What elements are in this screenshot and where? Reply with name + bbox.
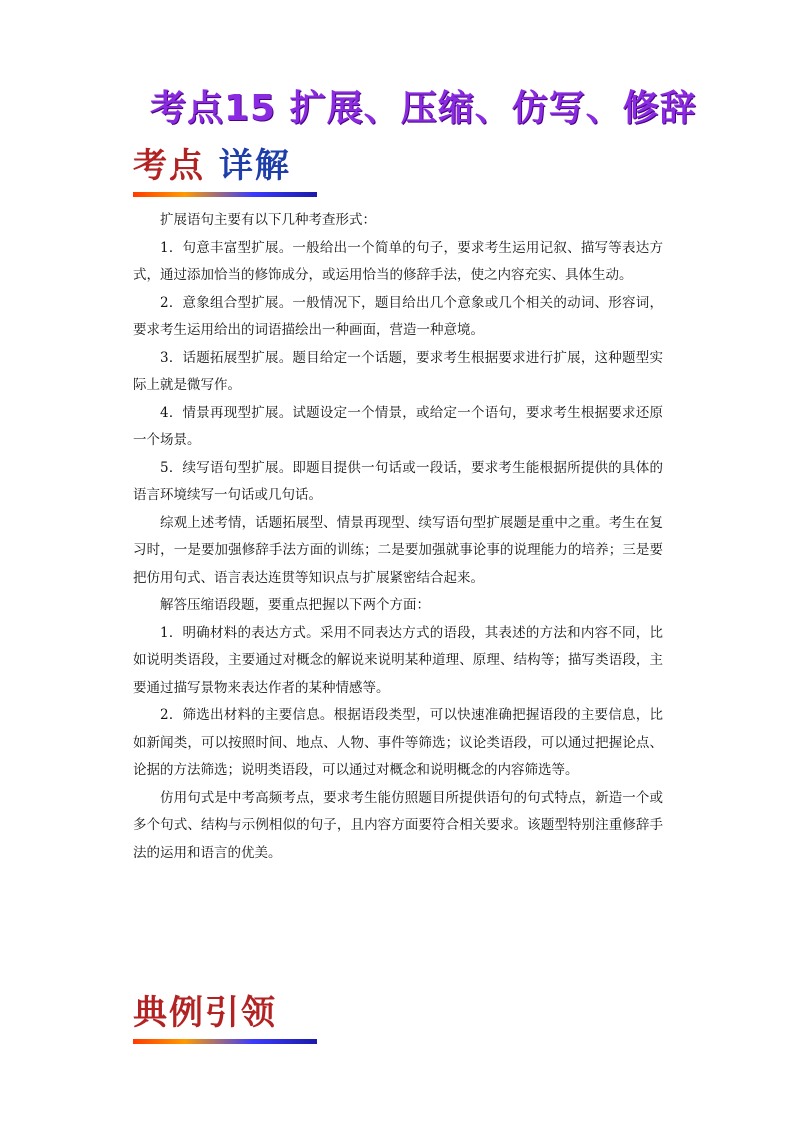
heading-gradient-bar <box>133 192 317 197</box>
section-heading-text <box>133 146 317 186</box>
heading-part2: 引领 <box>205 993 277 1033</box>
section-heading-dianli-yinling <box>133 993 317 1044</box>
page-title: 考点15 扩展、压缩、仿写、修辞 <box>150 88 697 129</box>
heading-part1: 考点 <box>133 146 205 186</box>
paragraph: 仿用句式是中考高频考点，要求考生能仿照题目所提供语句的句式特点，新造一个或多个句式、结构与示例相似的句子，且内容方面要符合相关要求。该题型特别注重修辞手法的运用和语言的优美。 <box>133 789 663 861</box>
paragraph: 2．意象组合型扩展。一般情况下，题目给出几个意象或几个相关的动词、形容词，要求考生运用给出的词语描绘出一种画面，营造一种意境。 <box>133 294 663 338</box>
heading-part1: 典例 <box>133 993 205 1033</box>
paragraph: 3．话题拓展型扩展。题目给定一个话题，要求考生根据要求进行扩展，这种题型实际上就是微写作。 <box>133 349 663 393</box>
paragraph: 2．筛选出材料的主要信息。根据语段类型，可以快速准确把握语段的主要信息，比如新闻类，可以按照时间、地点、人物、事件等筛选；议论类语段，可以通过把握论点、论据的方法筛选；说明类语段，可以通过对概念和说明概念的内容筛选等。 <box>133 707 663 778</box>
body-text <box>133 207 663 867</box>
heading-part2: 详解 <box>218 146 291 186</box>
paragraph: 综观上述考情，话题拓展型、情景再现型、续写语句型扩展题是重中之重。考生在复习时，一是要加强修辞手法方面的训练；二是要加强就事论事的说理能力的培养；三是要把仿用句式、语言表达连贯等知识点与扩展紧密结合起来。 <box>133 514 663 586</box>
paragraph: 解答压缩语段题，要重点把握以下两个方面： <box>160 597 430 613</box>
paragraph: 5．续写语句型扩展。即题目提供一句话或一段话，要求考生能根据所提供的具体的语言环境续写一句话或几句话。 <box>133 459 663 503</box>
paragraph: 4．情景再现型扩展。试题设定一个情景，或给定一个语句，要求考生根据要求还原一个场景。 <box>133 404 663 448</box>
paragraph: 1．明确材料的表达方式。采用不同表达方式的语段，其表述的方法和内容不同，比如说明类语段，主要通过对概念的解说来说明某种道理、原理、结构等；描写类语段，主要通过描写景物来表达作者的某种情感等。 <box>133 624 663 696</box>
paragraph: 扩展语句主要有以下几种考查形式： <box>160 212 376 228</box>
paragraph: 1．句意丰富型扩展。一般给出一个简单的句子，要求考生运用记叙、描写等表达方式，通过添加恰当的修饰成分，或运用恰当的修辞手法，使之内容充实、具体生动。 <box>133 239 663 283</box>
heading-gradient-bar <box>133 1039 317 1044</box>
section-heading-text <box>133 993 317 1033</box>
section-heading-kaodian-xiangjie <box>133 146 317 197</box>
